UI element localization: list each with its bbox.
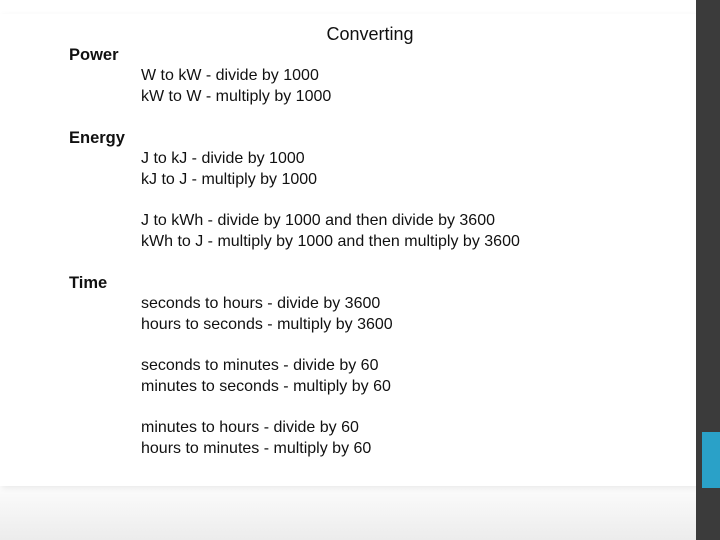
conversion-line: hours to seconds - multiply by 3600	[141, 316, 393, 333]
slide-title: Converting	[326, 24, 414, 44]
conversion-line: minutes to seconds - multiply by 60	[141, 378, 391, 395]
conversion-line: minutes to hours - divide by 60	[141, 419, 359, 436]
conversion-line: J to kWh - divide by 1000 and then divide by 3600	[141, 212, 495, 229]
conversion-line: seconds to minutes - divide by 60	[141, 357, 379, 374]
conversion-line: kWh to J - multiply by 1000 and then multiply by 3600	[141, 233, 520, 250]
conversion-line: kJ to J - multiply by 1000	[141, 171, 318, 188]
section-heading-power: Power	[69, 46, 119, 64]
conversion-line: W to kW - divide by 1000	[141, 67, 319, 84]
conversion-line: seconds to hours - divide by 3600	[141, 295, 381, 312]
section-heading-time: Time	[69, 274, 108, 292]
section-heading-energy: Energy	[69, 129, 125, 147]
conversion-line: kW to W - multiply by 1000	[141, 88, 332, 105]
right-accent-bar	[702, 432, 720, 488]
conversion-line: J to kJ - divide by 1000	[141, 150, 305, 167]
conversion-line: hours to minutes - multiply by 60	[141, 440, 372, 457]
